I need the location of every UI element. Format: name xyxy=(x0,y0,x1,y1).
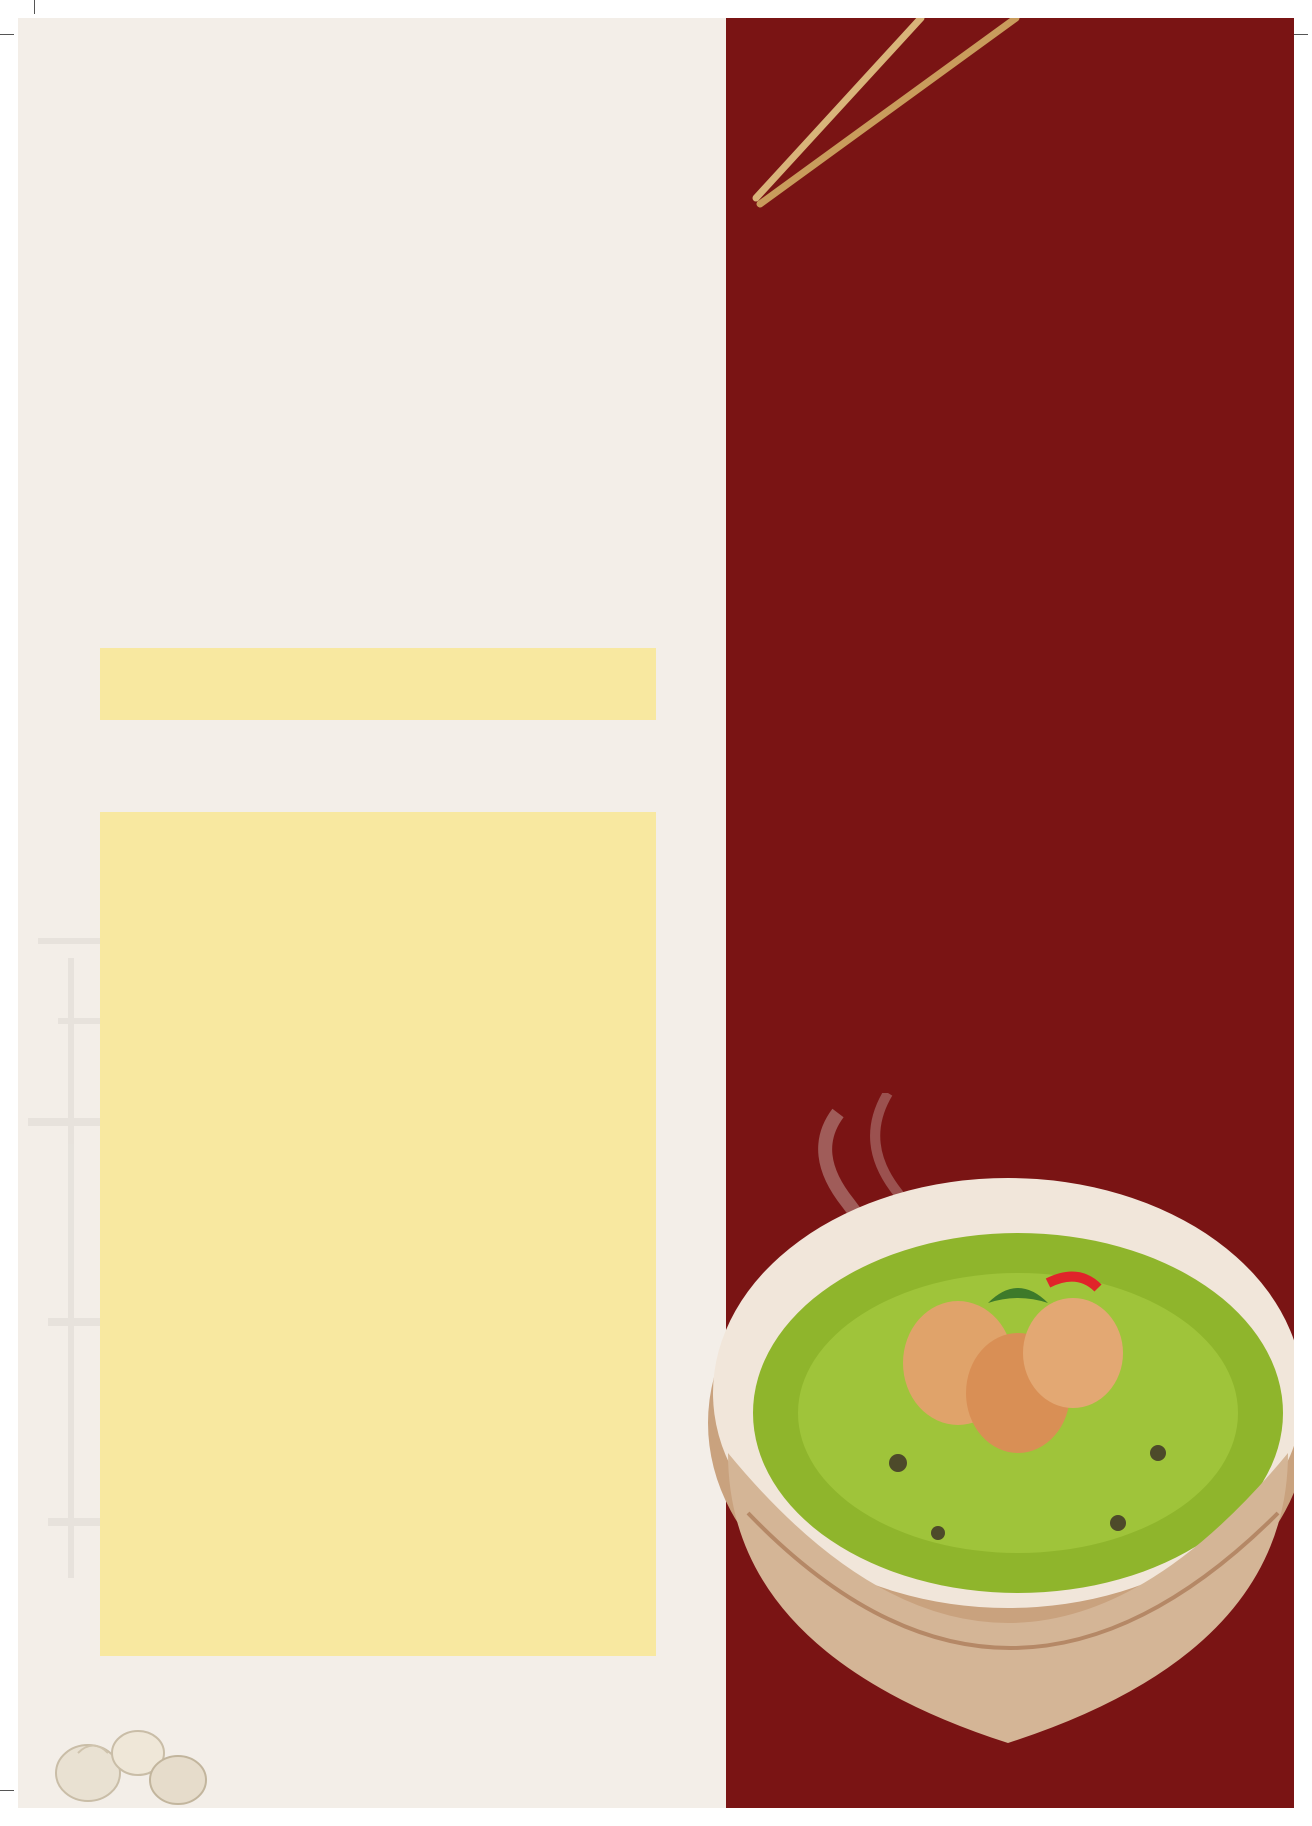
garlic-cloves-image xyxy=(38,1698,218,1808)
crop-mark xyxy=(0,1790,14,1791)
green-curry-bowl-image xyxy=(688,1093,1294,1793)
menu-page xyxy=(18,18,1294,1808)
crop-mark xyxy=(0,34,14,35)
crop-mark xyxy=(1294,34,1308,35)
chopsticks-image xyxy=(726,18,1294,238)
menu-left-column xyxy=(18,18,723,1808)
crop-mark xyxy=(34,0,35,14)
highlight-band xyxy=(100,812,656,1656)
highlight-band xyxy=(100,648,656,720)
